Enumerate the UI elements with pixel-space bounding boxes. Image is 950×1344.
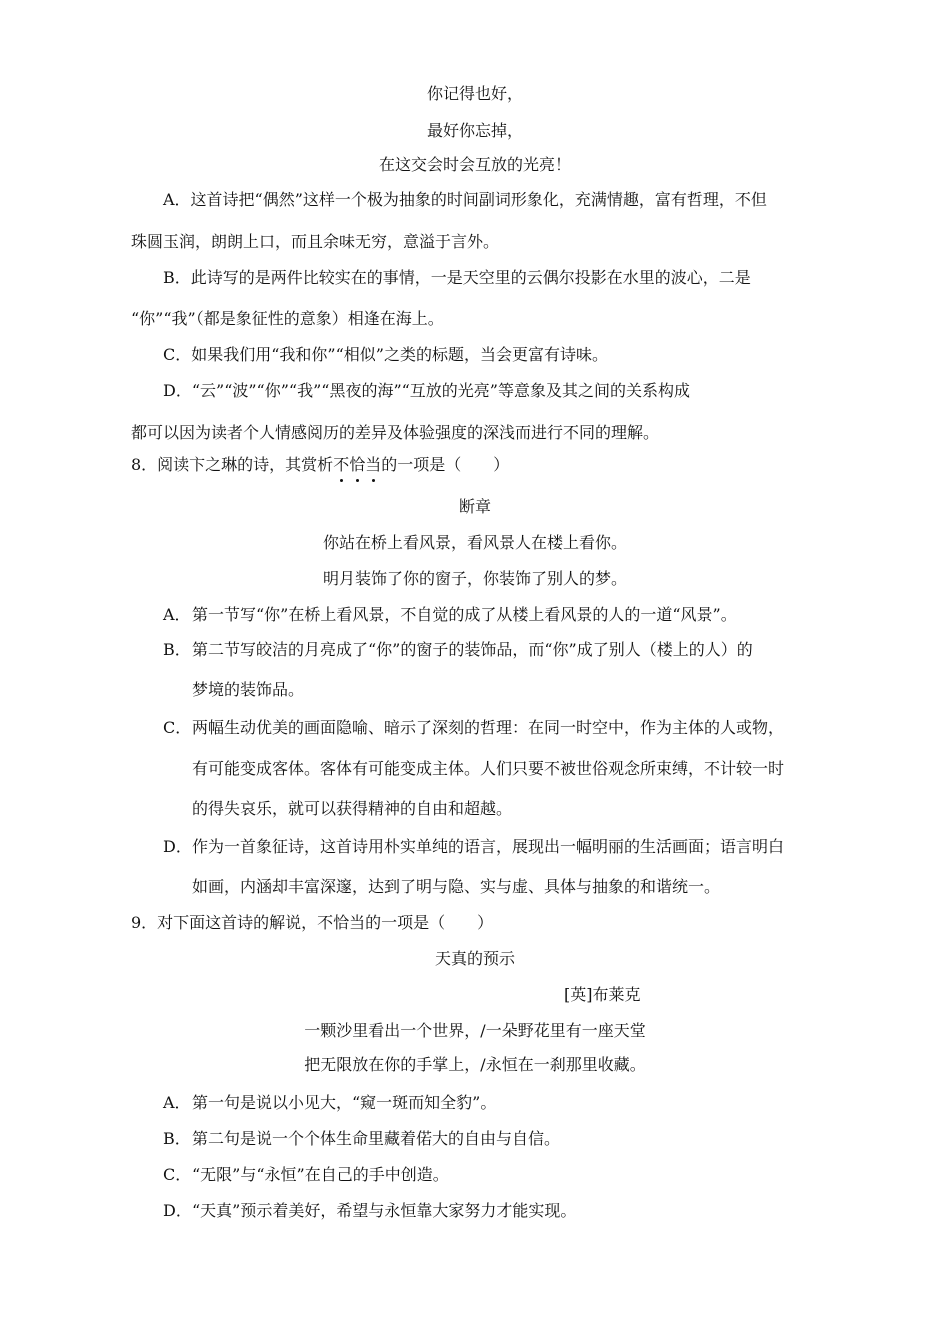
q8-stem-post: 的一项是（ ）: [381, 455, 510, 474]
q7-option-a-cont: 珠圆玉润，朗朗上口，而且余味无穷，意溢于言外。: [131, 232, 500, 251]
q9-poem-line: 把无限放在你的手掌上，/永恒在一刹那里收藏。: [304, 1055, 646, 1074]
q8-option-d-label: D．: [163, 837, 192, 856]
q9-option-d: “天真”预示着美好，希望与永恒靠大家努力才能实现。: [192, 1201, 577, 1220]
q8-option-b-label: B．: [163, 640, 191, 659]
q8-stem-pre: 8．阅读卞之琳的诗，其赏析: [131, 455, 334, 474]
q7-option-b-cont: “你”“我”（都是象征性的意象）相逢在海上。: [131, 309, 444, 328]
q9-poem-line: 一颗沙里看出一个世界，/一朵野花里有一座天堂: [304, 1021, 646, 1040]
q8-poem-title: 断章: [458, 497, 491, 516]
q9-stem: 9．对下面这首诗的解说，不恰当的一项是（ ）: [131, 913, 494, 932]
q7-option-a: A．这首诗把“偶然”这样一个极为抽象的时间副词形象化，充满情趣，富有哲理，不但: [163, 190, 767, 209]
q9-option-a: 第一句是说以小见大，“窥一斑而知全豹”。: [192, 1093, 497, 1112]
q9-option-b: 第二句是说一个个体生命里藏着偌大的自由与自信。: [192, 1129, 561, 1148]
q8-option-c-cont: 有可能变成客体。客体有可能变成主体。人们只要不被世俗观念所束缚，不计较一时: [192, 759, 785, 778]
q9-poem-author: [英]布莱克: [564, 985, 641, 1004]
q7-option-d: D．“云”“波”“你”“我”“黑夜的海”“互放的光亮”等意象及其之间的关系构成: [163, 381, 690, 400]
emphasis-dot-char: 当: [365, 455, 382, 474]
poem-line: 最好你忘掉，: [426, 121, 523, 140]
q8-stem: [131, 455, 509, 475]
q8-option-b: 第二节写皎洁的月亮成了“你”的窗子的装饰品，而“你”成了别人（楼上的人）的: [192, 640, 753, 659]
emphasis-dot-char: 不: [333, 455, 350, 474]
poem-line: 在这交会时会互放的光亮！: [378, 155, 571, 174]
q9-option-d-label: D．: [163, 1201, 192, 1220]
q8-option-c-label: C．: [163, 718, 192, 737]
q9-option-c: “无限”与“永恒”在自己的手中创造。: [192, 1165, 449, 1184]
q9-option-a-label: A．: [163, 1093, 191, 1112]
q9-option-b-label: B．: [163, 1129, 191, 1148]
q8-option-c-cont: 的得失哀乐，就可以获得精神的自由和超越。: [192, 799, 513, 818]
emphasis-dot-char: 恰: [349, 455, 366, 474]
q9-poem-title: 天真的预示: [434, 949, 515, 968]
q9-option-c-label: C．: [163, 1165, 192, 1184]
q8-option-d: 作为一首象征诗，这首诗用朴实单纯的语言，展现出一幅明丽的生活画面；语言明白: [192, 837, 785, 856]
q8-option-d-cont: 如画，内涵却丰富深邃，达到了明与隐、实与虚、具体与抽象的和谐统一。: [192, 877, 721, 896]
q8-poem-line: 明月装饰了你的窗子，你装饰了别人的梦。: [322, 569, 627, 588]
q8-option-b-cont: 梦境的装饰品。: [192, 680, 305, 699]
q7-option-b: B．此诗写的是两件比较实在的事情，一是天空里的云偶尔投影在水里的波心，二是: [163, 268, 751, 287]
q7-option-d-cont: 都可以因为读者个人情感阅历的差异及体验强度的深浅而进行不同的理解。: [131, 423, 660, 442]
q8-option-c: 两幅生动优美的画面隐喻、暗示了深刻的哲理：在同一时空中，作为主体的人或物，: [192, 718, 785, 737]
q8-option-a: 第一节写“你”在桥上看风景，不自觉的成了从楼上看风景的人的一道“风景”。: [192, 605, 737, 624]
q8-poem-line: 你站在桥上看风景，看风景人在楼上看你。: [322, 533, 627, 552]
q8-option-a-label: A．: [163, 605, 191, 624]
q7-option-c: C．如果我们用“我和你”“相似”之类的标题，当会更富有诗味。: [163, 345, 608, 364]
poem-line: 你记得也好，: [426, 84, 523, 103]
